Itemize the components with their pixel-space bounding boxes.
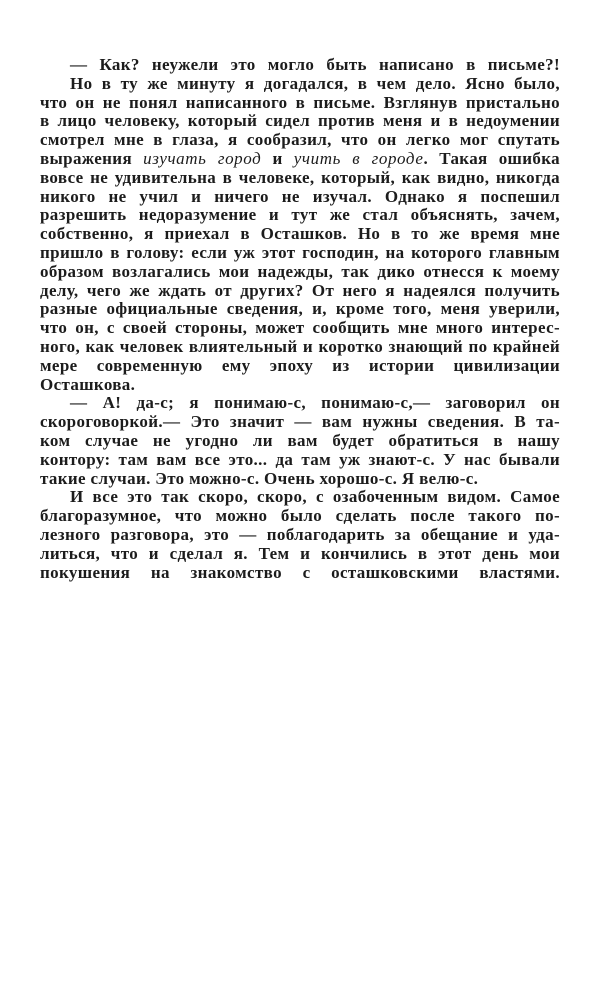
text-segment: что он, с своей стороны, может сообщить мне много интерес- (40, 318, 560, 338)
text-line (40, 564, 560, 583)
text-line (40, 526, 560, 545)
text-segment: разные официальные сведения, и, кроме того, меня уверили, (40, 299, 560, 319)
text-segment: такие случаи. Это можно-с. Очень хорошо-с. Я велю-с. (40, 468, 479, 488)
text-segment: лезного разговора, это — поблагодарить за обещание и уда- (40, 524, 560, 544)
text-line (40, 282, 560, 301)
text-segment: мере современную ему эпоху из истории цивилизации (40, 355, 560, 375)
text-line (40, 56, 560, 75)
text-segment: скороговоркой.— Это значит — вам нужны сведения. В та- (40, 412, 560, 432)
text-segment: контору: там вам все это... да там уж знают-с. У нас бывали (40, 449, 560, 469)
text-line (40, 206, 560, 225)
text-segment: никого не учил и ничего не изучал. Однако я поспешил (40, 186, 560, 206)
text-line (40, 225, 560, 244)
text-line (40, 432, 560, 451)
text-segment: выражения (40, 148, 144, 168)
text-line (40, 507, 560, 526)
text-line (40, 413, 560, 432)
text-segment: — Как? неужели это могло быть написано в письме?! (70, 55, 560, 74)
text-line (40, 488, 560, 507)
text-segment: И все это так скоро, скоро, с озабоченным видом. Самое (70, 487, 560, 507)
italic-phrase: учить в городе (293, 148, 424, 168)
text-segment: и (261, 148, 294, 168)
text-line (40, 451, 560, 470)
text-segment: Но в ту же минуту я догадался, в чем дело. Ясно было, (70, 73, 560, 93)
text-segment: образом возлагались мои надежды, так дико отнесся к моему (40, 261, 560, 281)
text-line (40, 338, 560, 357)
text-line (40, 376, 560, 395)
italic-phrase: изучать город (143, 148, 262, 168)
text-line (40, 357, 560, 376)
text-segment: собственно, я приехал в Осташков. Но в то же время мне (40, 224, 560, 244)
text-segment: разрешить недоразумение и тут же стал объяснять, зачем, (40, 205, 560, 225)
text-segment: вовсе не удивительна в человеке, который, как видно, никогда (40, 167, 560, 187)
text-segment: в лицо человеку, который сидел против меня и в недоумении (40, 111, 560, 131)
text-line (40, 131, 560, 150)
text-segment: покушения на знакомство с осташковскими властями. (40, 562, 560, 582)
text-segment: литься, что и сделал я. Тем и кончились в этот день мои (40, 543, 560, 563)
text-segment: — А! да-с; я понимаю-с, понимаю-с,— заговорил он (70, 393, 560, 413)
text-line (40, 300, 560, 319)
text-segment: смотрел мне в глаза, я сообразил, что он легко мог спутать (40, 130, 560, 150)
text-line (40, 75, 560, 94)
text-line (40, 94, 560, 113)
book-page-text (40, 56, 560, 582)
text-segment: делу, чего же ждать от других? От него я надеялся получить (40, 280, 560, 300)
text-line (40, 112, 560, 131)
text-line (40, 244, 560, 263)
text-line (40, 169, 560, 188)
text-segment: ком случае не угодно ли вам будет обратиться в нашу (40, 430, 560, 450)
text-line (40, 188, 560, 207)
text-segment: . Такая ошибка (423, 148, 560, 168)
text-line (40, 394, 560, 413)
text-line (40, 470, 560, 489)
text-segment: что он не понял написанного в письме. Взглянув пристально (40, 92, 560, 112)
text-segment: Осташкова. (40, 374, 136, 394)
text-line (40, 150, 560, 169)
text-line (40, 319, 560, 338)
text-line (40, 263, 560, 282)
text-segment: пришло в голову: если уж этот господин, на которого главным (40, 242, 560, 262)
text-line (40, 545, 560, 564)
text-segment: благоразумное, что можно было сделать после такого по- (40, 506, 560, 526)
text-segment: ного, как человек влиятельный и коротко знающий по крайней (40, 336, 560, 356)
